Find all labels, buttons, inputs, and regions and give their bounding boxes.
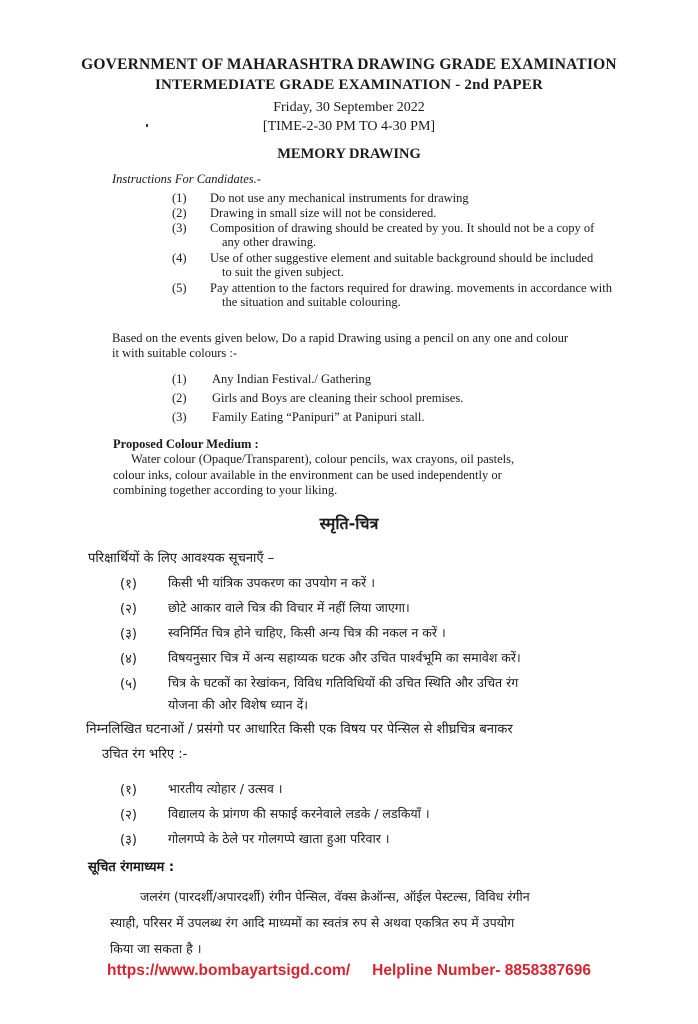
task-line-2: it with suitable colours :- xyxy=(112,346,237,360)
hindi-event-number: (१) xyxy=(120,783,137,798)
hindi-instruction-number: (१) xyxy=(120,577,137,592)
instruction-item xyxy=(210,251,650,279)
hindi-task-line-2: उचित रंग भरिए :- xyxy=(102,747,188,762)
hindi-event-number: (३) xyxy=(120,833,137,848)
hindi-colour-medium-line: स्याही, परिसर में उपलब्ध रंग आदि माध्यमों का स्वतंत्र रुप से अथवा एकत्रित रुप में उपयोग xyxy=(110,915,515,930)
hindi-instruction-text: विषयनुसार चित्र में अन्य सहाय्यक घटक और उचित पार्श्वभूमि का समावेश करें। xyxy=(168,650,521,665)
colour-medium-line: Water colour (Opaque/Transparent), colour pencils, wax crayons, oil pastels, xyxy=(131,452,515,466)
instructions-heading: Instructions For Candidates.- xyxy=(112,172,261,186)
event-text: Any Indian Festival./ Gathering xyxy=(212,372,371,386)
instruction-item xyxy=(210,221,650,249)
colour-medium-line: colour inks, colour available in the environment can be used independently or xyxy=(113,467,502,482)
instruction-continuation: the situation and suitable colouring. xyxy=(222,295,401,309)
instruction-item xyxy=(210,206,650,220)
hindi-instruction-item xyxy=(168,672,638,716)
hindi-colour-medium-line: जलरंग (पारदर्शी/अपारदर्शी) रंगीन पेन्सिल, वॅक्स क्रेऑन्स, ऑईल पेस्टल्स, विविध रंगीन xyxy=(140,889,530,904)
hindi-colour-medium-heading: सूचित रंगमाध्यम : xyxy=(88,860,175,875)
hindi-event-text: भारतीय त्योहार / उत्सव । xyxy=(168,781,283,796)
hindi-instruction-number: (५) xyxy=(120,677,137,692)
website-link[interactable]: https://www.bombayartsigd.com/ xyxy=(107,962,351,979)
event-text: Girls and Boys are cleaning their school premises. xyxy=(212,391,464,405)
instruction-text: Pay attention to the factors required for drawing. movements in accordance with xyxy=(210,281,612,295)
hindi-instruction-number: (३) xyxy=(120,627,137,642)
hindi-instruction-number: (४) xyxy=(120,652,137,667)
instruction-item xyxy=(210,191,650,205)
hindi-colour-medium-text xyxy=(110,884,630,962)
hindi-instruction-number: (२) xyxy=(120,602,137,617)
task-line-1: Based on the events given below, Do a rapid Drawing using a pencil on any one and colour xyxy=(112,331,569,345)
hindi-event-number: (२) xyxy=(120,808,137,823)
colour-medium-heading: Proposed Colour Medium : xyxy=(113,437,259,451)
instruction-text: Do not use any mechanical instruments for drawing xyxy=(210,191,469,205)
hindi-event-text: विद्यालय के प्रांगण की सफाई करनेवाले लडके / लडकियाँ । xyxy=(168,806,430,821)
subject-title: MEMORY DRAWING xyxy=(277,146,421,162)
instruction-text: Drawing in small size will not be considered. xyxy=(210,206,437,220)
hindi-colour-medium-line: किया जा सकता है । xyxy=(110,941,202,956)
instruction-number: (5) xyxy=(172,281,187,295)
hindi-instruction-text: चित्र के घटकों का रेखांकन, विविध गतिविधियों की उचित स्थिति और उचित रंग xyxy=(168,675,519,690)
instruction-continuation: to suit the given subject. xyxy=(222,265,344,279)
event-number: (1) xyxy=(172,372,187,386)
event-text: Family Eating “Panipuri” at Panipuri stall. xyxy=(212,410,425,424)
scan-speck xyxy=(146,124,148,127)
hindi-instruction-continuation: योजना की ओर विशेष ध्यान दें। xyxy=(168,697,308,712)
header-line-2: INTERMEDIATE GRADE EXAMINATION - 2nd PAPER xyxy=(154,77,543,93)
hindi-event-text: गोलगप्पे के ठेले पर गोलगप्पे खाता हुआ परिवार । xyxy=(168,831,390,846)
instruction-text: Use of other suggestive element and suitable background should be included xyxy=(210,251,594,265)
instruction-number: (3) xyxy=(172,221,187,235)
instruction-number: (4) xyxy=(172,251,187,265)
hindi-instruction-text: किसी भी यांत्रिक उपकरण का उपयोग न करें । xyxy=(168,575,375,590)
hindi-instructions-heading: परिक्षार्थियों के लिए आवश्यक सूचनाएँ – xyxy=(88,551,275,566)
instruction-number: (2) xyxy=(172,206,187,220)
hindi-instruction-text: स्वनिर्मित चित्र होने चाहिए, किसी अन्य चित्र की नकल न करें । xyxy=(168,625,446,640)
event-number: (2) xyxy=(172,391,187,405)
footer-banner xyxy=(0,962,698,980)
instruction-text: Composition of drawing should be created by you. It should not be a copy of xyxy=(210,221,595,235)
colour-medium-text xyxy=(113,452,583,499)
hindi-task-paragraph xyxy=(86,717,626,767)
event-number: (3) xyxy=(172,410,187,424)
colour-medium-line: combining together according to your liking. xyxy=(113,483,338,497)
instruction-continuation: any other drawing. xyxy=(222,235,317,249)
instruction-item xyxy=(210,281,650,309)
helpline-number: Helpline Number- 8858387696 xyxy=(372,962,591,979)
hindi-task-line-1: निम्नलिखित घटनाओं / प्रसंगो पर आधारित किसी एक विषय पर पेन्सिल से शीघ्रचित्र बनाकर xyxy=(86,722,513,737)
header-line-1: GOVERNMENT OF MAHARASHTRA DRAWING GRADE EXAMINATION xyxy=(81,56,617,73)
hindi-title: स्मृति-चित्र xyxy=(319,514,379,533)
task-paragraph xyxy=(112,331,672,361)
exam-time: [TIME-2-30 PM TO 4-30 PM] xyxy=(262,119,436,134)
exam-date: Friday, 30 September 2022 xyxy=(273,100,425,115)
hindi-instruction-text: छोटे आकार वाले चित्र की विचार में नहीं लिया जाएगा। xyxy=(168,600,410,615)
instruction-number: (1) xyxy=(172,191,187,205)
